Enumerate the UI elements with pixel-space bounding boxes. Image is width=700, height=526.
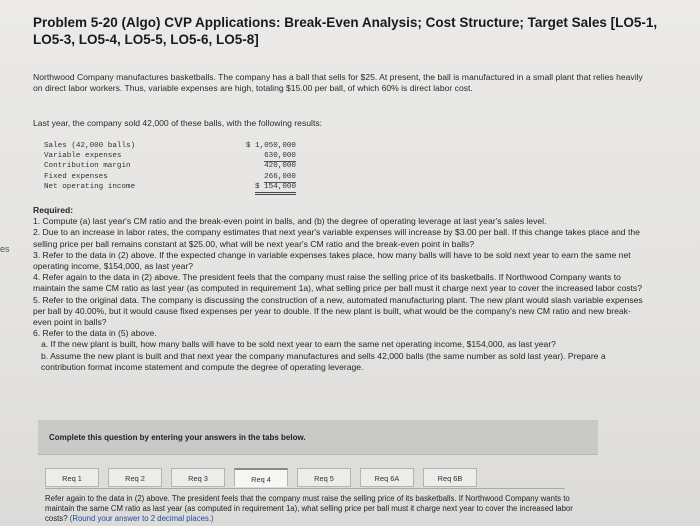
income-label: Variable expenses [44, 152, 122, 161]
income-label: Net operating income [44, 182, 136, 191]
income-label: Contribution margin [44, 162, 131, 171]
required-item-5: 5. Refer to the original data. The company is discussing the construction of a new, automated manufacturing plant. The new plant would slash variable expenses per ball by 40.00%, but it would cause fixed expenses per year to double. If the new plant is built, what would be the company's new CM ratio and new break-even point in balls? [33, 294, 643, 328]
income-value: 266,000 [264, 172, 296, 183]
rounding-note: (Round your answer to 2 decimal places.) [69, 514, 214, 523]
income-value: 420,000 [264, 162, 296, 171]
income-row-sales [40, 141, 300, 151]
tab-req-4[interactable]: Req 4 [234, 468, 288, 487]
active-tab-question-text: Refer again to the data in (2) above. The president feels that the company must raise the selling price of its basketballs. If Northwood Company wants to maintain the same CM ratio as last year (as computed in requirement 1a), what selling price per ball must it charge next year to cover the increased labor costs? [45, 494, 573, 523]
required-header: Required: [33, 205, 74, 215]
income-row-contribution [40, 161, 300, 171]
income-statement [40, 141, 300, 192]
tab-req-3[interactable]: Req 3 [171, 468, 225, 487]
tab-req-6a[interactable]: Req 6A [360, 468, 414, 487]
income-label: Fixed expenses [44, 172, 108, 181]
income-row-variable [40, 151, 300, 161]
problem-title: Problem 5-20 (Algo) CVP Applications: Break-Even Analysis; Cost Structure; Target Sales [LO5-1, LO5-3, LO5-4, LO5-5, LO5-6, LO5-8] [33, 15, 658, 47]
instructions-text: Complete this question by entering your answers in the tabs below. [49, 433, 306, 442]
income-row-fixed [40, 172, 300, 182]
required-item-1: 1. Compute (a) last year's CM ratio and the break-even point in balls, and (b) the degree of operating leverage at last year's sales level. [33, 216, 547, 227]
required-item-3: 3. Refer to the data in (2) above. If the expected change in variable expenses takes place, how many balls will have to be sold next year to earn the same net operating income, $154,000, as last year? [33, 249, 631, 272]
income-row-net [40, 182, 300, 192]
income-label: Sales (42,000 balls) [44, 142, 136, 150]
tab-req-2[interactable]: Req 2 [108, 468, 162, 487]
income-value: $ 1,050,000 [245, 142, 296, 150]
intro-paragraph: Northwood Company manufactures basketballs. The company has a ball that sells for $25. At present, the ball is manufactured in a small plant that relies heavily on direct labor workers. Thus, variable expenses are high, totaling $15.00 per ball, of which 60% is direct labor cost. [33, 72, 643, 93]
required-section [33, 205, 648, 373]
required-item-6a: a. If the new plant is built, how many balls will have to be sold next year to earn the same net operating income, $154,000, as last year? [41, 339, 556, 350]
tab-req-6b[interactable]: Req 6B [423, 468, 477, 487]
income-value: 630,000 [264, 151, 296, 162]
left-gutter-text: es [0, 244, 10, 254]
required-item-6b: b. Assume the new plant is built and that next year the company manufactures and sells 42,000 balls (the same number as sold last year). Prepare a contribution format income statement and compute the degree of operating leverage. [41, 350, 606, 372]
required-item-2: 2. Due to an increase in labor rates, the company estimates that next year's variable expenses will increase by $3.00 per ball. If this change takes place and the selling price per ball remains constant at $25.00, what will be next year's CM ratio and the break-even point in balls? [33, 227, 640, 249]
required-item-6: 6. Refer to the data in (5) above. [33, 328, 157, 339]
requirement-tabs [45, 466, 565, 489]
income-value: $ 154,000 [255, 182, 296, 195]
active-tab-question [45, 494, 585, 524]
required-item-4: 4. Refer again to the data in (2) above. The president feels that the company must raise the selling price of its basketballs. If Northwood Company wants to maintain the same CM ratio as last year (as computed in requirement 1a), what selling price per ball must it charge next year to cover the increased labor costs? [33, 272, 643, 294]
tab-req-5[interactable]: Req 5 [297, 468, 351, 487]
instructions-banner [38, 420, 598, 455]
last-year-text: Last year, the company sold 42,000 of these balls, with the following results: [33, 118, 323, 128]
tab-req-1[interactable]: Req 1 [45, 468, 99, 487]
